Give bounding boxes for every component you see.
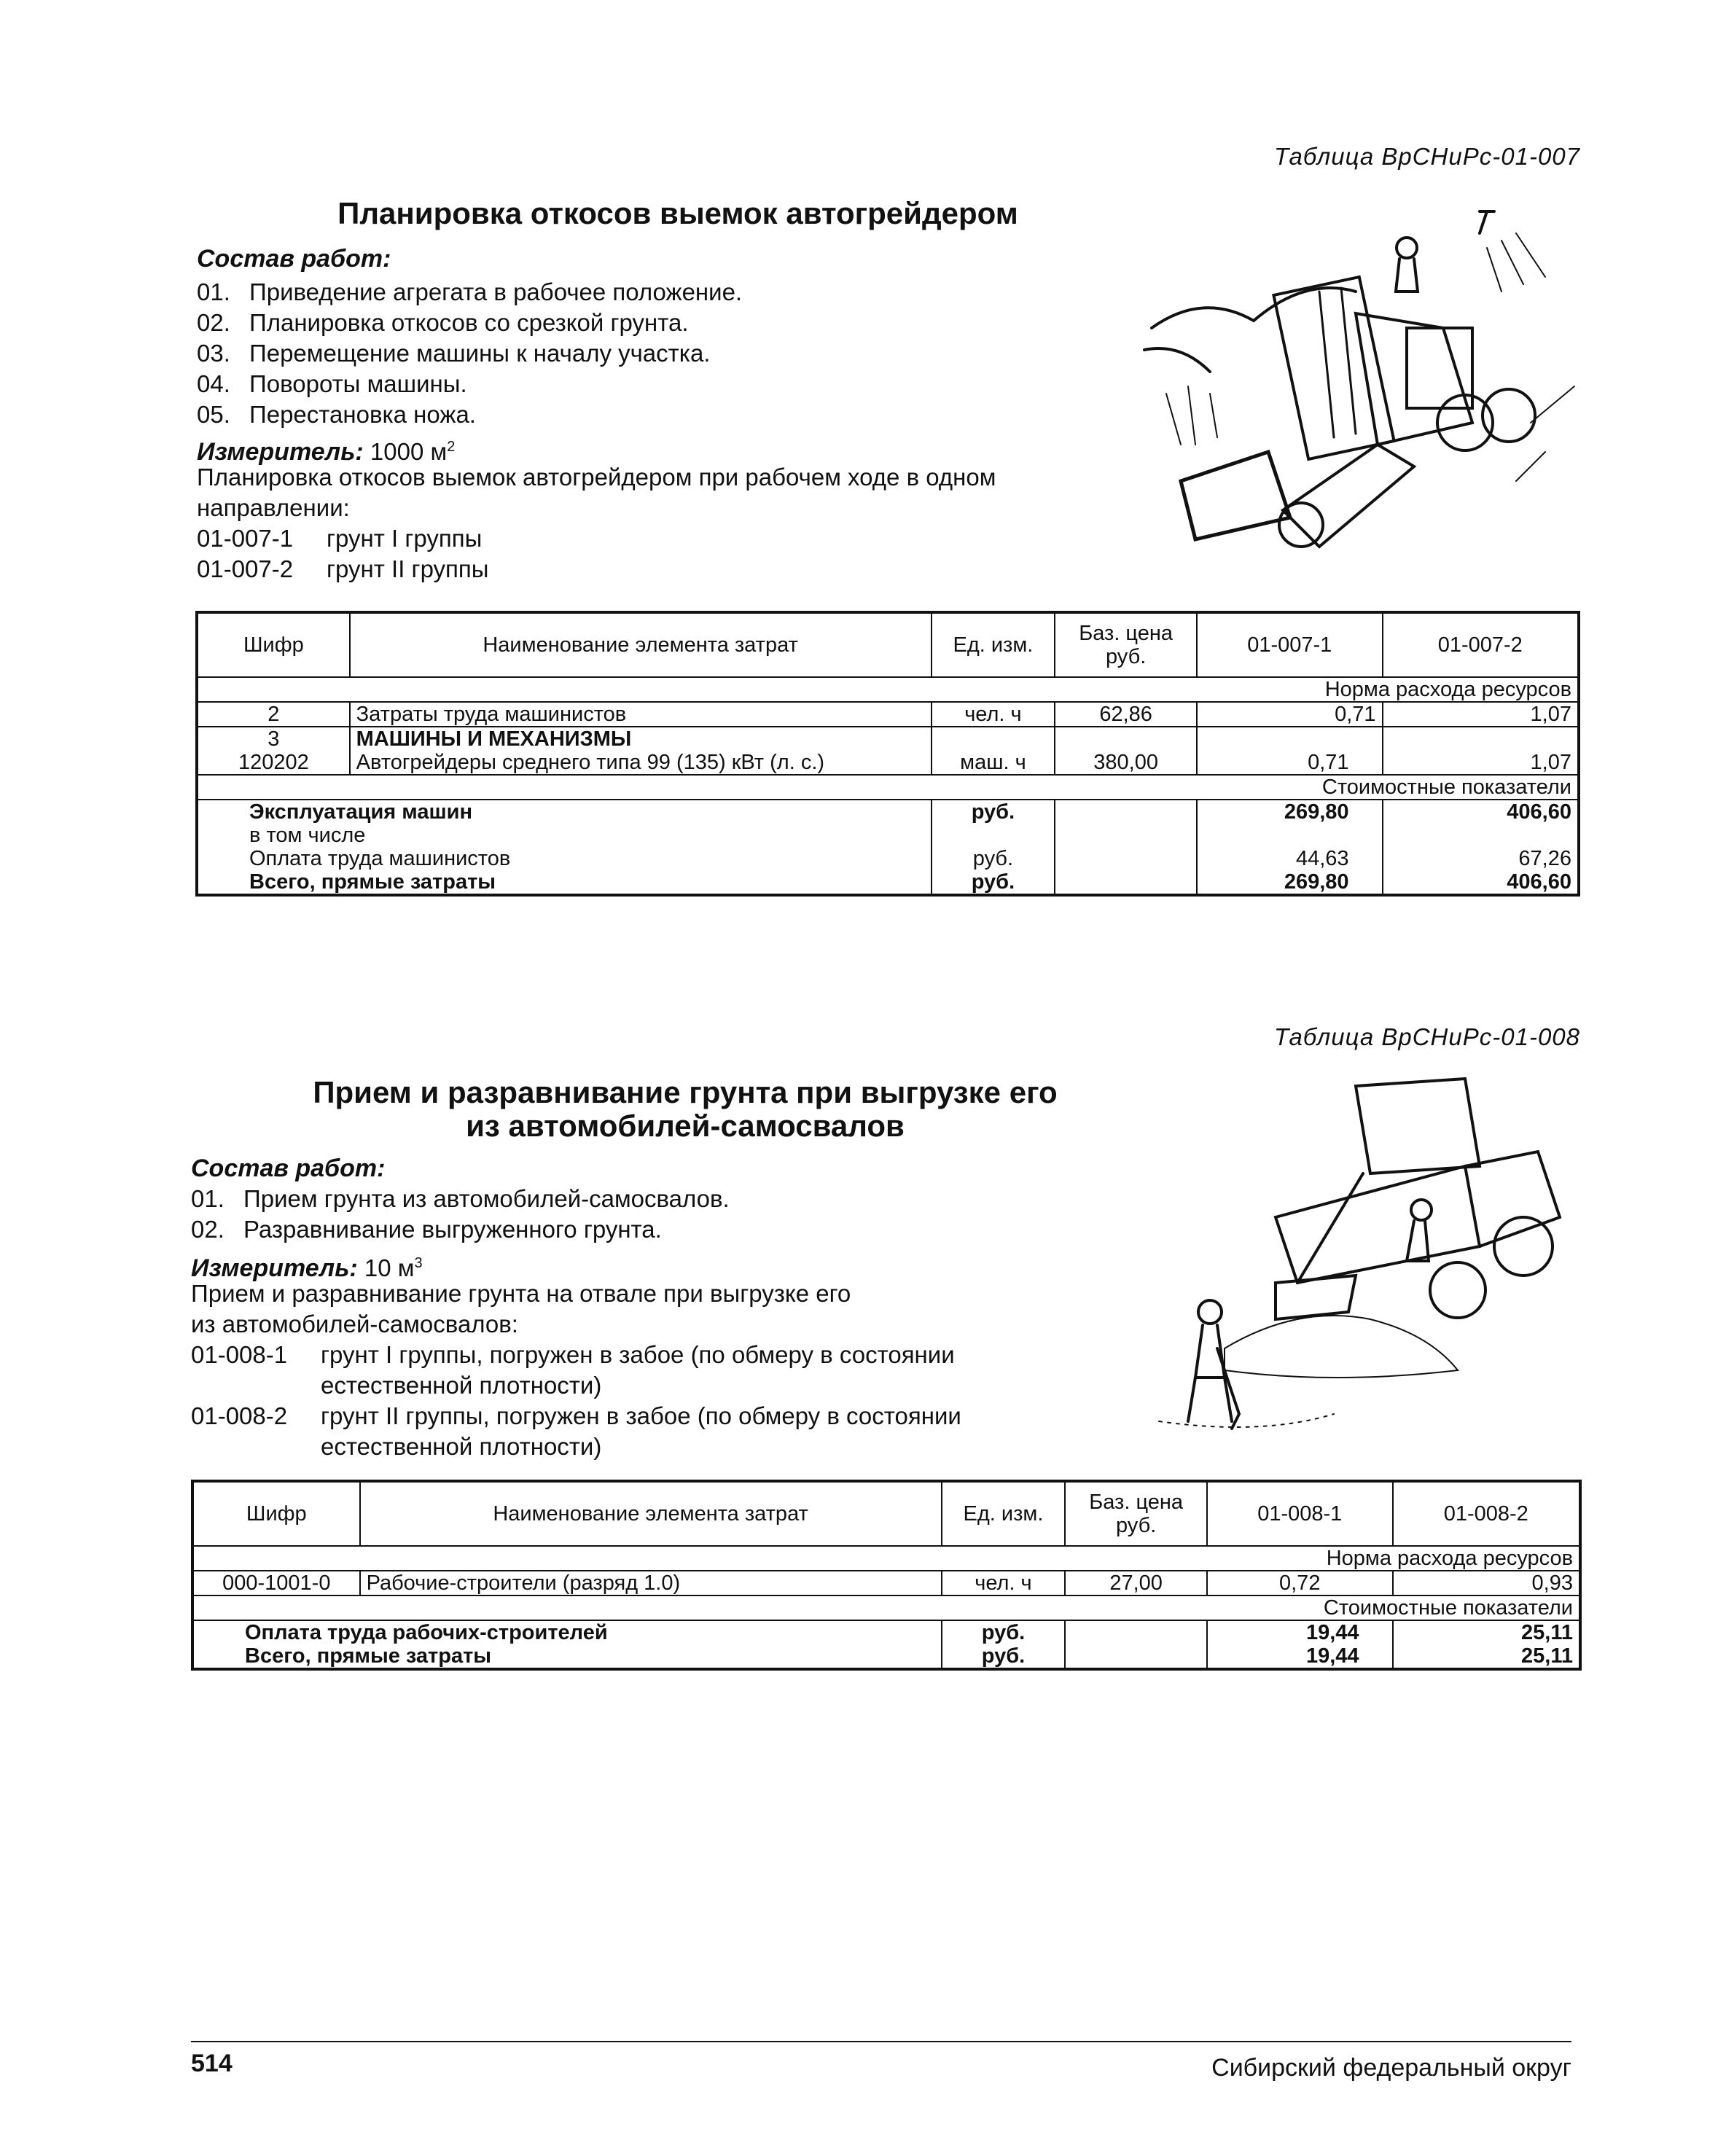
- header-unit: Ед. изм.: [932, 612, 1055, 677]
- operation-item: 02. Планировка откосов со срезкой грунта.: [197, 309, 689, 336]
- table-label-01-007: Таблица ВрСНиРс-01-007: [1274, 143, 1580, 170]
- table-row: [192, 1546, 1580, 1571]
- cell-value-2: 0,93: [1393, 1571, 1580, 1595]
- cell-value-1: [1197, 727, 1383, 751]
- norm-label: Норма расхода ресурсов: [192, 1546, 1580, 1571]
- cell-price: [1055, 800, 1197, 895]
- cell-unit: [932, 824, 1055, 847]
- cell-value-1: 269,80: [1197, 800, 1383, 824]
- operation-item: 01. Приведение агрегата в рабочее положение.: [197, 278, 743, 305]
- header-unit: Ед. изм.: [942, 1481, 1066, 1546]
- cell-cipher: 2: [197, 702, 350, 727]
- table-header-row: [197, 612, 1579, 677]
- header-cipher: Шифр: [192, 1481, 360, 1546]
- cost-label: Стоимостные показатели: [192, 1595, 1580, 1620]
- cell-unit: руб.: [942, 1644, 1066, 1669]
- resource-table-01-007: [195, 611, 1580, 897]
- header-name: Наименование элемента затрат: [360, 1481, 942, 1546]
- cell-value-2: [1383, 824, 1579, 847]
- description: Прием и разравнивание грунта на отвале при выгрузке его из автомобилей-самосвалов:: [191, 1280, 851, 1337]
- dump-truck-illustration: [1115, 1071, 1596, 1465]
- cell-unit: [932, 727, 1055, 751]
- operation-item: 04. Повороты машины.: [197, 370, 467, 397]
- cell-name: Эксплуатация машин: [197, 800, 932, 824]
- cell-name: Оплата труда рабочих-строителей: [192, 1620, 942, 1644]
- cell-cipher: 000-1001-0: [192, 1571, 360, 1595]
- codes-list: [191, 1340, 961, 1462]
- table-row: [197, 677, 1579, 702]
- operation-item: 05. Перестановка ножа.: [197, 401, 476, 428]
- codes-list: [197, 523, 489, 585]
- meter: Измеритель: 1000 $м^2$: [197, 438, 456, 466]
- motor-grader-illustration: [1137, 204, 1589, 583]
- footer-region: Сибирский федеральный округ: [1211, 2054, 1571, 2082]
- section-title-01-007: Планировка откосов выемок автогрейдером: [337, 196, 1018, 230]
- cell-value-2: 25,11: [1393, 1644, 1580, 1669]
- table-row: [192, 1644, 1580, 1669]
- header-col2: 01-008-2: [1393, 1481, 1580, 1546]
- table-header-row: [192, 1481, 1580, 1546]
- cell-unit: руб.: [942, 1620, 1066, 1644]
- cell-unit: руб.: [932, 800, 1055, 824]
- cell-value-1: [1197, 824, 1383, 847]
- cell-value-1: 0,72: [1207, 1571, 1393, 1595]
- table-row: [197, 727, 1579, 751]
- cell-unit: чел. ч: [932, 702, 1055, 727]
- cell-unit: руб.: [932, 870, 1055, 895]
- cell-price: [1055, 727, 1197, 751]
- table-row: [197, 824, 1579, 847]
- table-row: [197, 702, 1579, 727]
- cell-unit: чел. ч: [942, 1571, 1066, 1595]
- cell-name: МАШИНЫ И МЕХАНИЗМЫ: [350, 727, 932, 751]
- table-row: [192, 1571, 1580, 1595]
- composition-label: Состав работ:: [197, 245, 391, 273]
- operations-list: [197, 277, 742, 430]
- footer-rule: [191, 2041, 1571, 2042]
- cell-value-2: 1,07: [1383, 702, 1579, 727]
- cell-value-2: 67,26: [1383, 847, 1579, 870]
- code-item: 01-008-2 грунт II группы, погружен в забое (по обмеру в состоянии: [191, 1402, 961, 1429]
- cell-cipher: 3: [197, 727, 350, 751]
- cell-price: [1065, 1620, 1207, 1669]
- norm-label: Норма расхода ресурсов: [197, 677, 1579, 702]
- cell-cipher: 120202: [197, 751, 350, 775]
- code-item: естественной плотности): [321, 1433, 602, 1460]
- cell-value-1: 0,71: [1197, 702, 1383, 727]
- cell-value-2: [1383, 727, 1579, 751]
- operation-item: 01. Прием грунта из автомобилей-самосвалов.: [191, 1185, 730, 1212]
- cell-value-2: 406,60: [1383, 870, 1579, 895]
- cell-value-2: 1,07: [1383, 751, 1579, 775]
- cell-price: 380,00: [1055, 751, 1197, 775]
- table-row: [197, 847, 1579, 870]
- cell-value-1: 0,71: [1197, 751, 1383, 775]
- cell-value-2: 406,60: [1383, 800, 1579, 824]
- cell-price: 27,00: [1065, 1571, 1207, 1595]
- cell-name: Всего, прямые затраты: [197, 870, 932, 895]
- table-row: [197, 775, 1579, 800]
- header-price: Баз. цена руб.: [1065, 1481, 1207, 1546]
- code-item: 01-007-1 грунт I группы: [197, 525, 483, 552]
- header-name: Наименование элемента затрат: [350, 612, 932, 677]
- table-row: [192, 1595, 1580, 1620]
- cost-label: Стоимостные показатели: [197, 775, 1579, 800]
- section-title-01-008: Прием и разравнивание грунта при выгрузке его из автомобилей-самосвалов: [313, 1075, 1058, 1143]
- header-cipher: Шифр: [197, 612, 350, 677]
- cell-unit: маш. ч: [932, 751, 1055, 775]
- table-row: [197, 800, 1579, 824]
- cell-name: Оплата труда машинистов: [197, 847, 932, 870]
- operation-item: 03. Перемещение машины к началу участка.: [197, 340, 711, 367]
- table-row: [197, 870, 1579, 895]
- page-number: 514: [191, 2050, 233, 2077]
- resource-table-01-008: [191, 1480, 1582, 1671]
- code-item: естественной плотности): [321, 1372, 602, 1399]
- cell-name: Автогрейдеры среднего типа 99 (135) кВт (л. с.): [350, 751, 932, 775]
- operations-list: [191, 1184, 730, 1245]
- cell-name: Затраты труда машинистов: [350, 702, 932, 727]
- cell-value-1: 44,63: [1197, 847, 1383, 870]
- cell-value-2: 25,11: [1393, 1620, 1580, 1644]
- header-price: Баз. цена руб.: [1055, 612, 1197, 677]
- header-col1: 01-007-1: [1197, 612, 1383, 677]
- table-row: [197, 751, 1579, 775]
- operation-item: 02. Разравнивание выгруженного грунта.: [191, 1216, 662, 1243]
- cell-price: 62,86: [1055, 702, 1197, 727]
- cell-value-1: 269,80: [1197, 870, 1383, 895]
- composition-label: Состав работ:: [191, 1155, 386, 1182]
- header-col2: 01-007-2: [1383, 612, 1579, 677]
- header-col1: 01-008-1: [1207, 1481, 1393, 1546]
- description: Планировка откосов выемок автогрейдером при рабочем ходе в одном направлении:: [197, 464, 996, 521]
- table-row: [192, 1620, 1580, 1644]
- cell-value-1: 19,44: [1207, 1620, 1393, 1644]
- cell-name: Рабочие-строители (разряд 1.0): [360, 1571, 942, 1595]
- cell-name: в том числе: [197, 824, 932, 847]
- cell-unit: руб.: [932, 847, 1055, 870]
- code-item: 01-007-2 грунт II группы: [197, 555, 489, 582]
- meter: Измеритель: 10 $м^3$: [191, 1254, 423, 1282]
- cell-name: Всего, прямые затраты: [192, 1644, 942, 1669]
- cell-value-1: 19,44: [1207, 1644, 1393, 1669]
- code-item: 01-008-1 грунт I группы, погружен в забое (по обмеру в состоянии: [191, 1341, 955, 1368]
- table-label-01-008: Таблица ВрСНиРс-01-008: [1274, 1023, 1580, 1050]
